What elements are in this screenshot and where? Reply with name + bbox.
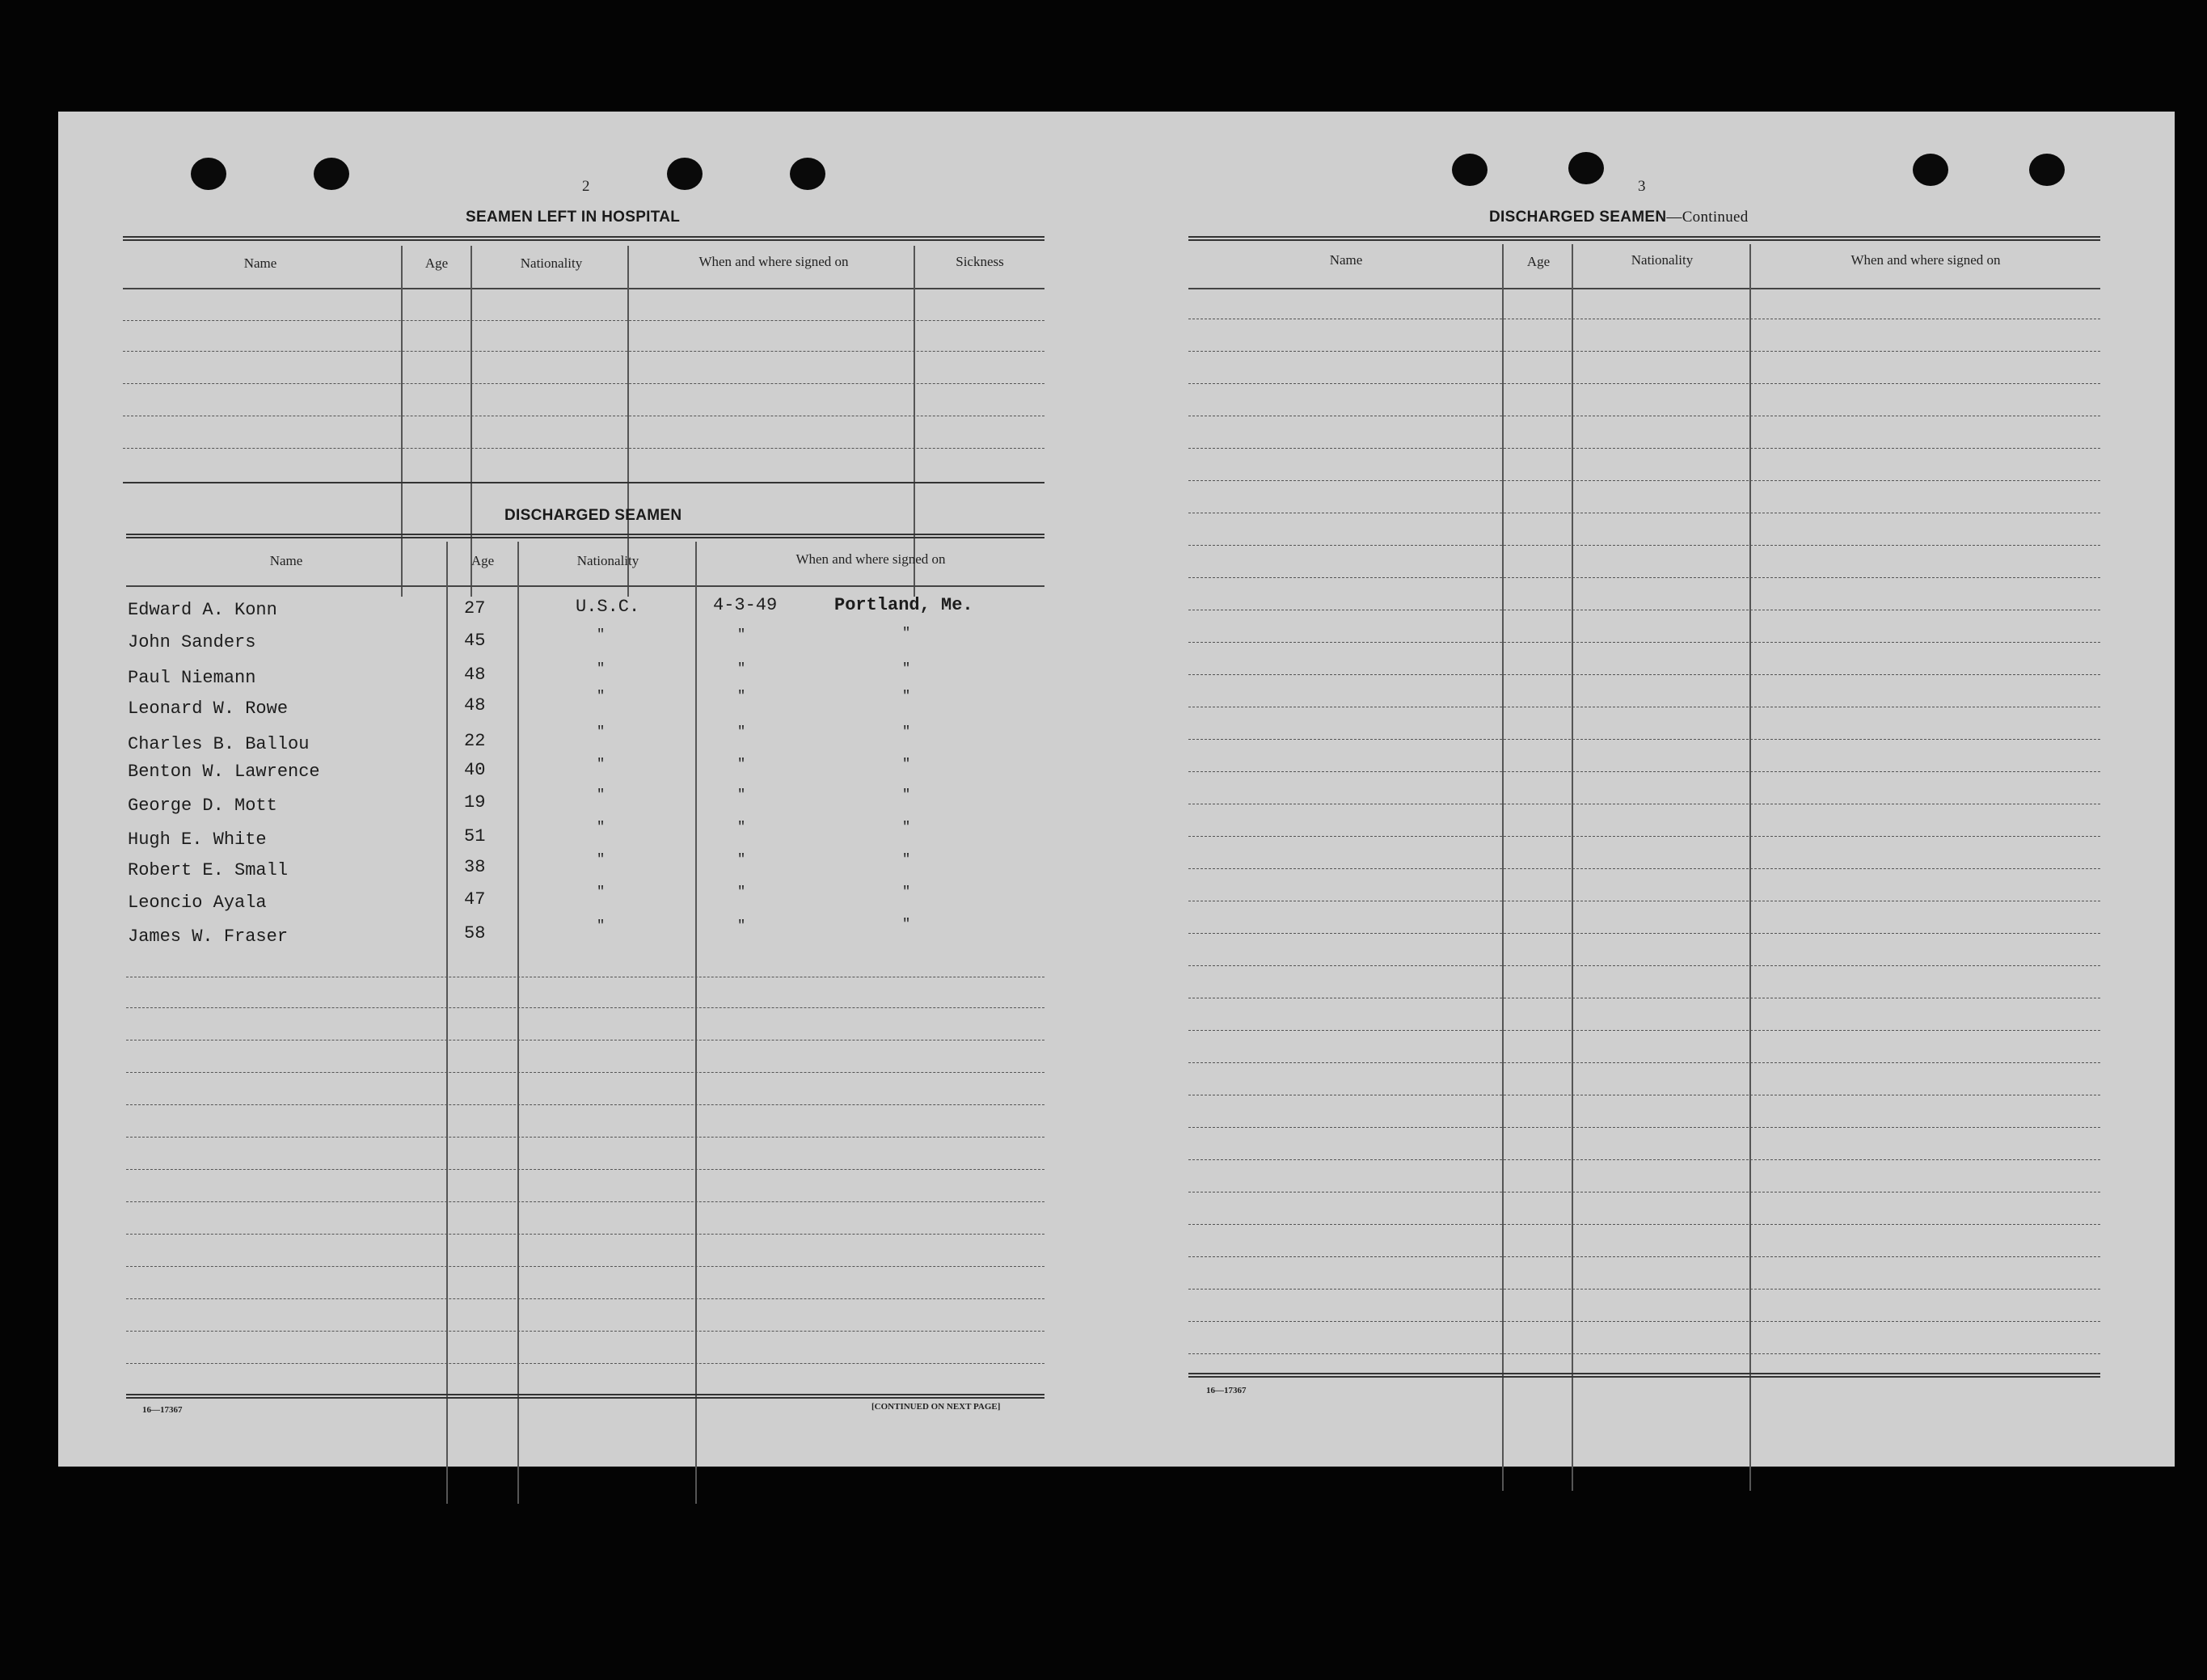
discharged-date: " (737, 918, 746, 934)
punch-hole (1452, 154, 1488, 186)
hospital-col-nationality: Nationality (520, 255, 583, 271)
discharged-nationality: " (597, 724, 606, 740)
discharged-age: 22 (464, 731, 486, 751)
discharged-continued-title (1489, 209, 1749, 226)
discharged-continued-title-suffix: —Continued (1666, 209, 1749, 226)
punch-hole (1913, 154, 1948, 186)
hospital-col-name: Name (243, 255, 277, 271)
discharged-nationality: " (597, 787, 606, 803)
hospital-col-age: Age (424, 255, 449, 271)
discharged-age: 58 (464, 923, 486, 943)
discharged-col-signed-on: When and where signed on (795, 551, 946, 567)
discharged-name: James W. Fraser (128, 927, 289, 947)
discharged-age: 45 (464, 631, 486, 651)
discharged-nationality: " (597, 884, 606, 900)
discharged-age: 51 (464, 826, 486, 846)
discharged-date: " (737, 661, 746, 677)
punch-hole (667, 158, 703, 190)
discharged-nationality: " (597, 852, 606, 867)
discharged-place: " (902, 884, 911, 900)
form-number-right: 16—17367 (1206, 1386, 1247, 1395)
hospital-section-title: SEAMEN LEFT IN HOSPITAL (466, 209, 681, 226)
discharged-name: John Sanders (128, 632, 256, 652)
discharged-name: Benton W. Lawrence (128, 762, 320, 782)
discharged-date: " (737, 852, 746, 867)
discharged-date: " (737, 627, 746, 643)
discharged-date: 4-3-49 (713, 595, 778, 615)
discharged-name: Leonard W. Rowe (128, 699, 289, 719)
document-sheet (58, 112, 2175, 1467)
hospital-col-sickness: Sickness (956, 254, 1004, 269)
discharged-place: " (902, 724, 911, 740)
discharged-date: " (737, 689, 746, 704)
discharged-place: " (902, 757, 911, 772)
discharged-age: 48 (464, 665, 486, 685)
punch-hole (2029, 154, 2065, 186)
discharged-place: Portland, Me. (834, 595, 973, 615)
discharged-age: 27 (464, 598, 486, 618)
continued-col-nationality: Nationality (1631, 252, 1694, 268)
page-number-right: 3 (1638, 178, 1646, 195)
discharged-name: Hugh E. White (128, 829, 267, 850)
discharged-age: 47 (464, 889, 486, 910)
discharged-age: 19 (464, 792, 486, 813)
discharged-name: Leoncio Ayala (128, 893, 267, 913)
continued-col-name: Name (1329, 252, 1363, 268)
discharged-nationality: " (597, 757, 606, 772)
punch-hole (314, 158, 349, 190)
discharged-place: " (902, 852, 911, 867)
discharged-place: " (902, 917, 911, 932)
discharged-age: 40 (464, 760, 486, 780)
discharged-place: " (902, 626, 911, 641)
hospital-col-signed-on: When and where signed on (698, 254, 849, 269)
discharged-col-nationality: Nationality (576, 553, 639, 568)
discharged-date: " (737, 757, 746, 772)
discharged-age: 48 (464, 695, 486, 715)
discharged-nationality: " (597, 820, 606, 835)
discharged-nationality: " (597, 627, 606, 643)
discharged-continued-title-main: DISCHARGED SEAMEN (1489, 209, 1667, 226)
continued-note: [CONTINUED ON NEXT PAGE] (871, 1402, 1001, 1412)
discharged-nationality: " (597, 689, 606, 704)
discharged-age: 38 (464, 857, 486, 877)
discharged-nationality: " (597, 918, 606, 934)
page-number-left: 2 (582, 178, 590, 195)
discharged-name: Robert E. Small (128, 860, 289, 880)
discharged-name: George D. Mott (128, 796, 277, 816)
discharged-col-name: Name (269, 553, 303, 568)
discharged-place: " (902, 689, 911, 704)
discharged-name: Edward A. Konn (128, 600, 277, 620)
discharged-nationality: " (597, 661, 606, 677)
discharged-place: " (902, 787, 911, 803)
discharged-date: " (737, 787, 746, 803)
discharged-date: " (737, 724, 746, 740)
continued-col-age: Age (1526, 254, 1551, 269)
discharged-place: " (902, 661, 911, 677)
discharged-section-title: DISCHARGED SEAMEN (504, 507, 682, 524)
punch-hole (1568, 152, 1604, 184)
discharged-date: " (737, 884, 746, 900)
form-number-left: 16—17367 (142, 1405, 183, 1415)
continued-col-signed-on: When and where signed on (1850, 252, 2001, 268)
discharged-name: Charles B. Ballou (128, 734, 310, 754)
punch-hole (191, 158, 226, 190)
discharged-name: Paul Niemann (128, 668, 256, 688)
discharged-nationality: U.S.C. (576, 597, 640, 617)
discharged-date: " (737, 820, 746, 835)
discharged-place: " (902, 820, 911, 835)
discharged-col-age: Age (471, 553, 495, 568)
punch-hole (790, 158, 825, 190)
